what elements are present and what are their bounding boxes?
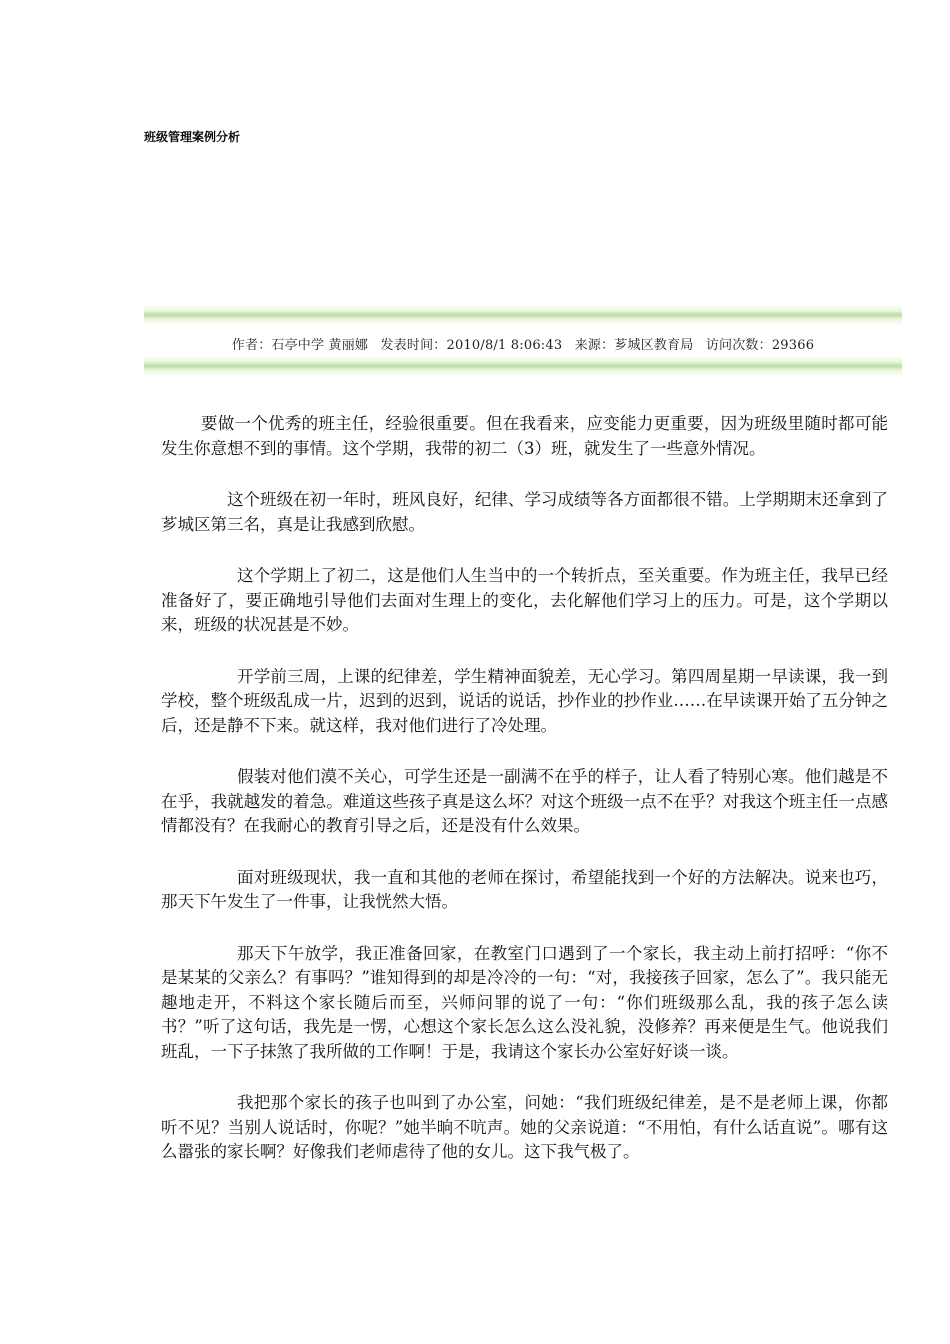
paragraph: 这个学期上了初二，这是他们人生当中的一个转折点，至关重要。作为班主任，我早已经准备好了，要正确地引导他们去面对生理上的变化，去化解他们学习上的压力。可是，这个学期以来，班级的状况甚是不妙。 (161, 566, 888, 634)
paragraph: 开学前三周，上课的纪律差，学生精神面貌差，无心学习。第四周星期一早读课，我一到学校，整个班级乱成一片，迟到的迟到，说话的说话，抄作业的抄作业……在早读课开始了五分钟之后，还是静不下来。就这样，我对他们进行了冷处理。 (161, 666, 888, 735)
paragraph: 面对班级现状，我一直和其他的老师在探讨，希望能找到一个好的方法解决。说来也巧，那天下午发生了一件事，让我恍然大悟。 (161, 867, 888, 911)
header-band-top (144, 305, 902, 325)
meta-source: 来源：芗城区教育局 (574, 338, 694, 353)
header-band-bottom (144, 356, 902, 376)
paragraph: 那天下午放学，我正准备回家，在教室门口遇到了一个家长，我主动上前打招呼：“你不是某某的父亲么？有事吗？”谁知得到的却是冷冷的一句：“对，我接孩子回家，怎么了”。我只能无趣地走开，不料这个家长随后而至，兴师问罪的说了一句：“你们班级那么乱，我的孩子怎么读书？”听了这句话，我先是一愣，心想这个家长怎么这么没礼貌，没修养？再来便是生气。他说我们班乱，一下子抹煞了我所做的工作啊！于是，我请这个家长办公室好好谈一谈。 (161, 943, 888, 1061)
paragraph: 这个班级在初一年时，班风良好，纪律、学习成绩等各方面都很不错。上学期期末还拿到了芗城区第三名，真是让我感到欣慰。 (161, 490, 888, 534)
document-title: 班级管理案例分析 (144, 130, 241, 144)
meta-author: 作者：石亭中学 黄丽娜 (231, 338, 369, 353)
meta-published: 发表时间：2010/8/1 8:06:43 (380, 338, 563, 353)
paragraph: 要做一个优秀的班主任，经验很重要。但在我看来，应变能力更重要，因为班级里随时都可能发生你意想不到的事情。这个学期，我带的初二（3）班，就发生了一些意外情况。 (161, 414, 888, 458)
paragraph: 假装对他们漠不关心，可学生还是一副满不在乎的样子，让人看了特别心寒。他们越是不在乎，我就越发的着急。难道这些孩子真是这么坏？对这个班级一点不在乎？对我这个班主任一点感情都没有？在我耐心的教育引导之后，还是没有什么效果。 (161, 767, 888, 835)
meta-visits: 访问次数：29366 (705, 338, 815, 353)
article-meta (144, 334, 902, 353)
article-body (161, 412, 888, 1192)
paragraph: 我把那个家长的孩子也叫到了办公室，问她：“我们班级纪律差，是不是老师上课，你都听不见？当别人说话时，你呢？”她半晌不吭声。她的父亲说道：“不用怕，有什么话直说”。哪有这么嚣张的家长啊？好像我们老师虐待了他的女儿。这下我气极了。 (161, 1093, 888, 1161)
